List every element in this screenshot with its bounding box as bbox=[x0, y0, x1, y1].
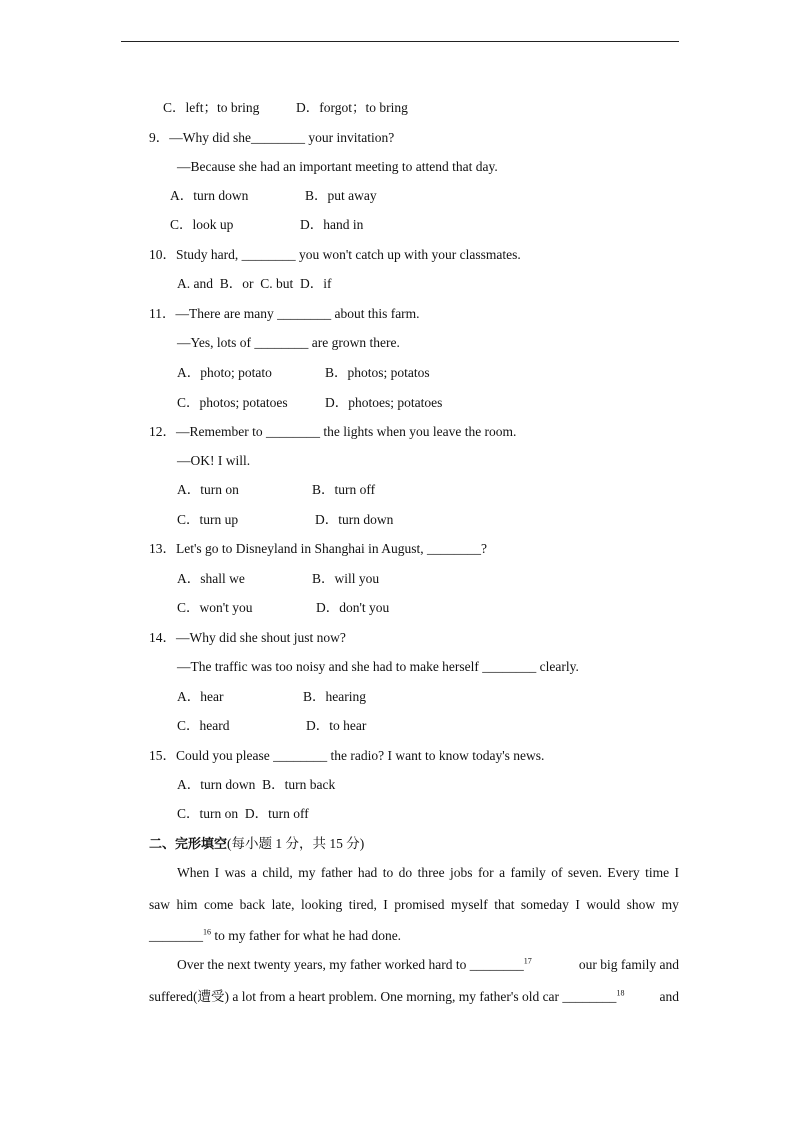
q12-option-b: B．turn off bbox=[312, 482, 376, 497]
passage-word: back bbox=[239, 897, 266, 912]
passage-p2-line1-text-b: our big family and bbox=[578, 957, 679, 972]
q8-option-c: C．left；to bring bbox=[163, 100, 260, 115]
q9-option-d: D．hand in bbox=[300, 217, 364, 232]
q11-stem: 11．—There are many ________ about this farm. bbox=[149, 306, 420, 321]
passage-word: father bbox=[320, 865, 353, 880]
passage-word: I bbox=[575, 897, 580, 912]
passage-p1-line3-text: to my father for what he had done. bbox=[211, 928, 402, 943]
q13-option-c: C．won't you bbox=[177, 600, 253, 615]
q10-options: A. and B．or C. but D．if bbox=[177, 276, 332, 291]
passage-word: my bbox=[298, 865, 316, 880]
q8-option-d: D．forgot；to bring bbox=[296, 100, 408, 115]
passage-p2-line2-left bbox=[149, 989, 624, 1005]
q13-option-d: D．don't you bbox=[316, 600, 390, 615]
q12-reply: —OK! I will. bbox=[177, 453, 251, 468]
passage-p1-line3 bbox=[149, 928, 679, 944]
passage-word: saw bbox=[149, 897, 170, 912]
passage-word: family bbox=[510, 865, 546, 880]
q15-stem: 15．Could you please ________ the radio? I want to know today's news. bbox=[149, 748, 545, 763]
q12-stem: 12．—Remember to ________ the lights when you leave the room. bbox=[149, 424, 517, 439]
passage-p2-line2-text-b: and bbox=[659, 989, 679, 1004]
q12-option-c: C．turn up bbox=[177, 512, 239, 527]
q9-stem: 9．—Why did she________ your invitation? bbox=[149, 130, 395, 145]
q11-option-c: C．photos; potatoes bbox=[177, 395, 288, 410]
q12-option-d: D．turn down bbox=[315, 512, 394, 527]
q13-option-a: A．shall we bbox=[177, 571, 245, 586]
passage-word: him bbox=[176, 897, 198, 912]
q14-stem: 14．—Why did she shout just now? bbox=[149, 630, 346, 645]
passage-word: time bbox=[645, 865, 670, 880]
passage-word: tired, bbox=[348, 897, 377, 912]
passage-p1-line1 bbox=[177, 865, 679, 881]
q13-option-b: B．will you bbox=[312, 571, 380, 586]
passage-word: child, bbox=[262, 865, 293, 880]
q9-reply: —Because she had an important meeting to attend that day. bbox=[177, 159, 498, 174]
blank-17-number: 17 bbox=[523, 956, 532, 966]
passage-word: of bbox=[551, 865, 563, 880]
q11-option-b: B．photos; potatos bbox=[325, 365, 430, 380]
passage-word: come bbox=[203, 897, 234, 912]
q10-stem: 10．Study hard, ________ you won't catch up with your classmates. bbox=[149, 247, 521, 262]
q11-reply: —Yes, lots of ________ are grown there. bbox=[177, 335, 400, 350]
passage-word: three bbox=[417, 865, 445, 880]
q14-reply: —The traffic was too noisy and she had to make herself ________ clearly. bbox=[177, 659, 579, 674]
passage-word: that bbox=[494, 897, 515, 912]
passage-p2-line2 bbox=[149, 989, 679, 1005]
q11-option-d: D．photoes; potatoes bbox=[325, 395, 443, 410]
passage-word: to bbox=[382, 865, 394, 880]
q9-option-c: C．look up bbox=[170, 217, 234, 232]
passage-word: looking bbox=[300, 897, 343, 912]
passage-word: I bbox=[214, 865, 220, 880]
blank-16[interactable]: ________ bbox=[149, 928, 203, 943]
passage-word: promised bbox=[394, 897, 445, 912]
q9-option-a: A．turn down bbox=[170, 188, 249, 203]
q15-options-cd: C．turn on D．turn off bbox=[177, 806, 309, 821]
passage-word: someday bbox=[520, 897, 569, 912]
passage-word: a bbox=[499, 865, 506, 880]
passage-word: myself bbox=[450, 897, 488, 912]
passage-p2-line1-text-a: Over the next twenty years, my father worked hard to ________ bbox=[177, 957, 524, 972]
passage-word: jobs bbox=[450, 865, 473, 880]
section-title bbox=[149, 836, 364, 853]
q12-option-a: A．turn on bbox=[177, 482, 239, 497]
passage-p1-line1-words bbox=[177, 865, 679, 881]
passage-word: do bbox=[398, 865, 413, 880]
passage-word: would bbox=[586, 897, 621, 912]
passage-word: show bbox=[626, 897, 656, 912]
passage-p2-line1 bbox=[177, 957, 679, 973]
passage-word: late, bbox=[271, 897, 295, 912]
q15-options-ab: A．turn down B．turn back bbox=[177, 777, 336, 792]
passage-word: seven. bbox=[567, 865, 602, 880]
q9-option-b: B．put away bbox=[305, 188, 377, 203]
q13-stem: 13．Let's go to Disneyland in Shanghai in August, ________? bbox=[149, 541, 488, 556]
q14-option-b: B．hearing bbox=[303, 689, 366, 704]
passage-p2-line1-left bbox=[177, 957, 532, 973]
q14-option-c: C．heard bbox=[177, 718, 230, 733]
blank-18-number: 18 bbox=[616, 988, 625, 998]
passage-word: When bbox=[177, 865, 210, 880]
section-title-rest: (每小题 1 分，共 15 分) bbox=[227, 836, 365, 851]
passage-word: was bbox=[224, 865, 246, 880]
q14-option-d: D．to hear bbox=[306, 718, 367, 733]
passage-word: Every bbox=[607, 865, 640, 880]
passage-word: had bbox=[357, 865, 378, 880]
passage-word: I bbox=[383, 897, 388, 912]
passage-word: for bbox=[477, 865, 494, 880]
passage-word: my bbox=[661, 897, 679, 912]
passage-word: I bbox=[674, 865, 679, 880]
blank-16-number: 16 bbox=[203, 927, 211, 937]
passage-word: a bbox=[251, 865, 257, 880]
passage-p1-line2 bbox=[149, 897, 679, 913]
q11-option-a: A．photo; potato bbox=[177, 365, 272, 380]
passage-p1-line2-words bbox=[149, 897, 679, 913]
q14-option-a: A．hear bbox=[177, 689, 224, 704]
passage-p2-line2-text-a: suffered(遭受) a lot from a heart problem. One morning, my father's old car ________ bbox=[149, 989, 617, 1004]
header-rule bbox=[121, 41, 679, 42]
section-title-bold: 二、完形填空 bbox=[149, 837, 228, 852]
